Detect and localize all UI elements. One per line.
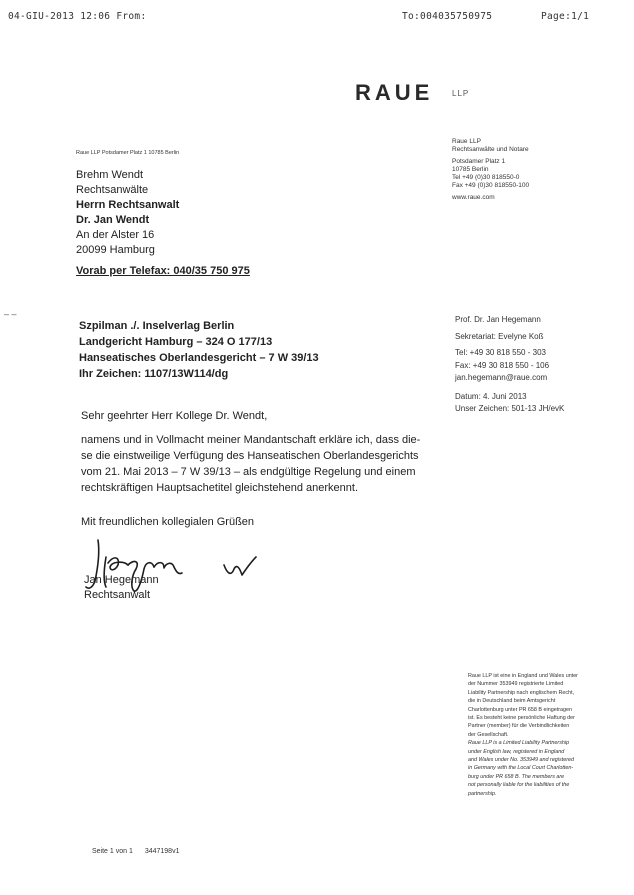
legal-line: under English law, registered in England	[468, 748, 565, 755]
firm-logo: RAUE	[355, 80, 434, 105]
firm-line: Fax +49 (0)30 818550-100	[452, 182, 530, 189]
signatory	[84, 573, 159, 603]
legal-line: die in Deutschland beim Amtsgericht	[468, 698, 556, 705]
subject-line: Szpilman ./. Inselverlag Berlin	[79, 320, 235, 332]
recipient-address	[76, 168, 179, 258]
page-footer	[92, 848, 179, 855]
body-line: namens und in Vollmacht meiner Mandantschaft erkläre ich, dass die-	[81, 434, 421, 446]
legal-line: not personally liable for the liabilities of the	[468, 782, 570, 789]
legal-line: Charlottenburg unter PR 658 B eingetragen	[468, 706, 572, 713]
subject-block	[79, 318, 319, 382]
contact-block	[455, 314, 564, 416]
recipient-line: Dr. Jan Wendt	[76, 214, 150, 226]
subject-line: Hanseatisches Oberlandesgericht – 7 W 39/13	[79, 352, 319, 364]
signatory-name: Jan Hegemann	[84, 574, 159, 586]
contact-email: jan.hegemann@raue.com	[455, 373, 548, 382]
recipient-line: Herrn Rechtsanwalt	[76, 199, 180, 211]
legal-line: der Nummer 353949 registrierte Limited	[468, 681, 564, 688]
recipient-line: 20099 Hamburg	[76, 244, 155, 256]
letter-body	[81, 432, 420, 496]
signatory-title: Rechtsanwalt	[84, 589, 151, 601]
contact-secretary: Sekretariat: Evelyne Koß	[455, 331, 544, 341]
fax-note: Vorab per Telefax: 040/35 750 975	[76, 265, 250, 277]
firm-logo-suffix: LLP	[452, 89, 470, 98]
firm-address-block	[452, 138, 529, 202]
legal-line: der Gesellschaft.	[468, 731, 509, 738]
fax-header-to: To:004035750975	[402, 11, 493, 22]
footer-page: Seite 1 von 1	[92, 848, 133, 855]
firm-line: Tel +49 (0)30 818550-0	[452, 174, 520, 181]
letter-date: Datum: 4. Juni 2013	[455, 391, 527, 401]
recipient-line: Rechtsanwälte	[76, 184, 149, 196]
body-line: se die einstweilige Verfügung des Hanseatischen Oberlandesgerichts	[81, 450, 419, 462]
legal-line: burg under PR 658 B. The members are	[468, 773, 565, 780]
legal-line: Partner (member) für die Verbindlichkeiten	[468, 723, 570, 730]
legal-line: in Germany with the Local Court Charlotten-	[468, 765, 574, 772]
contact-tel: Tel: +49 30 818 550 - 303	[455, 348, 546, 357]
footer-doc-number: 3447198v1	[144, 848, 180, 855]
legal-line: and Wales under No. 353949 and registered	[468, 757, 574, 764]
fax-header-page: Page:1/1	[541, 11, 590, 22]
subject-line: Ihr Zeichen: 1107/13W114/dg	[79, 368, 229, 380]
legal-line: ist. Es besteht keine persönliche Haftung der	[468, 715, 575, 722]
sender-return-line: Raue LLP Potsdamer Platz 1 10785 Berlin	[76, 150, 180, 156]
body-line: vom 21. Mai 2013 – 7 W 39/13 – als endgültige Regelung und einem	[81, 466, 416, 478]
firm-line: 10785 Berlin	[452, 166, 489, 173]
subject-line: Landgericht Hamburg – 324 O 177/13	[79, 336, 273, 348]
our-reference: Unser Zeichen: 501-13 JH/evK	[455, 404, 565, 413]
margin-mark: – –	[4, 309, 17, 319]
body-line: rechtskräftigen Hauptsachetitel gleichstehend anerkennt.	[81, 482, 359, 494]
legal-line: Raue LLP is a Limited Liability Partnership	[468, 740, 570, 747]
fax-header-datetime: 04-GIU-2013 12:06 From:	[8, 11, 147, 22]
contact-fax: Fax: +49 30 818 550 - 106	[455, 360, 550, 370]
legal-notice	[468, 672, 578, 798]
recipient-line: An der Alster 16	[76, 229, 155, 241]
legal-line: partnership.	[468, 790, 497, 797]
firm-line: www.raue.com	[452, 194, 495, 201]
firm-line: Rechtsanwälte und Notare	[452, 146, 529, 153]
closing: Mit freundlichen kollegialen Grüßen	[81, 516, 255, 528]
firm-line: Potsdamer Platz 1	[452, 158, 506, 165]
salutation: Sehr geehrter Herr Kollege Dr. Wendt,	[81, 410, 268, 422]
legal-line: Liability Partnership nach englischem Recht,	[468, 689, 575, 696]
firm-line: Raue LLP	[452, 138, 481, 145]
contact-name: Prof. Dr. Jan Hegemann	[455, 315, 541, 324]
legal-line: Raue LLP ist eine in England und Wales unter	[468, 673, 578, 679]
recipient-line: Brehm Wendt	[76, 169, 144, 181]
